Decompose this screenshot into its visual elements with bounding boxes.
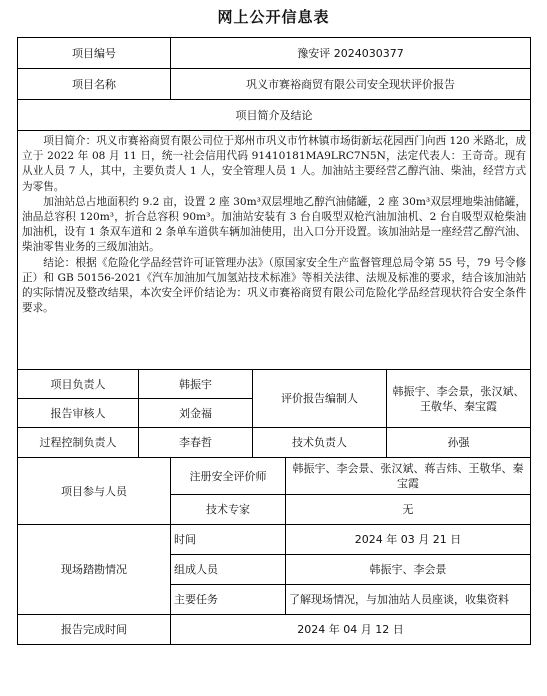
summary-header: 项目简介及结论	[18, 100, 531, 131]
process-lead-value: 李春哲	[139, 428, 253, 458]
row-process-lead	[18, 428, 531, 458]
report-authors-label: 评价报告编制人	[253, 370, 387, 428]
process-lead-label: 过程控制负责人	[18, 428, 139, 458]
reviewer-label: 报告审核人	[18, 399, 139, 428]
summary-paragraph-intro: 项目简介：巩义市赛裕商贸有限公司位于郑州市巩义市竹林镇市场街新坛花园西门向西 120 米路北，成立于 2022 年 08 月 11 日，统一社会信用代码 91410181MA9LRC7N5N，法定代表人：王奇奇。现有从业人员 7 人，其中，主要负责人 1 人，安全管理人员 1 人。加油站主要经营乙醇汽油、柴油，经营方式为零售。	[22, 135, 527, 193]
report-authors-value: 韩振宇、李会景，张汉斌、王敬华、秦宝霞	[387, 370, 531, 428]
project-id-label: 项目编号	[18, 38, 171, 69]
participants-label: 项目参与人员	[18, 458, 171, 525]
info-table	[17, 37, 531, 645]
survey-time-label: 时间	[171, 525, 286, 555]
row-completion	[18, 615, 531, 645]
row-summary-header	[18, 100, 531, 131]
survey-members-label: 组成人员	[171, 555, 286, 585]
row-survey-time	[18, 525, 531, 555]
page-title: 网上公开信息表	[217, 8, 330, 26]
completion-label: 报告完成时间	[18, 615, 171, 645]
experts-value: 无	[286, 495, 531, 525]
summary-paragraph-conclusion: 结论：根据《危险化学品经营许可证管理办法》（原国家安全生产监督管理总局令第 55 号，79 号令修正）和 GB 50156-2021《汽车加油加气加氢站技术标准》等相关法律、法规及标准的要求，结合该加油站的实际情况及整改结果，本次安全评价结论为：巩义市赛裕商贸有限公司危险化学品经营现状符合安全条件要求。	[22, 256, 527, 315]
survey-time-value: 2024 年 03 月 21 日	[286, 525, 531, 555]
project-name-value: 巩义市赛裕商贸有限公司安全现状评价报告	[171, 69, 531, 100]
survey-tasks-label: 主要任务	[171, 585, 286, 615]
row-project-id	[18, 38, 531, 69]
survey-tasks-value: 了解现场情况，与加油站人员座谈，收集资料	[286, 585, 531, 615]
project-name-label: 项目名称	[18, 69, 171, 100]
reviewer-value: 刘金福	[139, 399, 253, 428]
survey-label: 现场踏勘情况	[18, 525, 171, 615]
row-project-name	[18, 69, 531, 100]
project-id-value: 豫安评 2024030377	[171, 38, 531, 69]
row-project-lead	[18, 370, 531, 399]
evaluators-label: 注册安全评价师	[171, 458, 286, 495]
summary-paragraph-facilities: 加油站总占地面积约 9.2 亩，设置 2 座 30m³双层埋地乙醇汽油储罐，2 座 30m³双层埋地柴油储罐，油品总容积 120m³，折合总容积 90m³。加油站安装有 3 台自吸型双枪汽油加油机、2 台自吸型双枪柴油加油机，设有 1 条双车道和 2 条单车道供车辆加油使用，出入口分开设置。该加油站是一座经营乙醇汽油、柴油零售业务的三级加油站。	[22, 195, 527, 254]
experts-label: 技术专家	[171, 495, 286, 525]
completion-value: 2024 年 04 月 12 日	[171, 615, 531, 645]
evaluators-value: 韩振宇、李会景、张汉斌、蒋吉炜、王敬华、秦宝霞	[286, 458, 531, 495]
project-lead-label: 项目负责人	[18, 370, 139, 399]
summary-body	[18, 131, 531, 370]
survey-members-value: 韩振宇、李会景	[286, 555, 531, 585]
tech-lead-value: 孙强	[387, 428, 531, 458]
project-lead-value: 韩振宇	[139, 370, 253, 399]
tech-lead-label: 技术负责人	[253, 428, 387, 458]
row-evaluators	[18, 458, 531, 495]
row-summary-body	[18, 131, 531, 370]
